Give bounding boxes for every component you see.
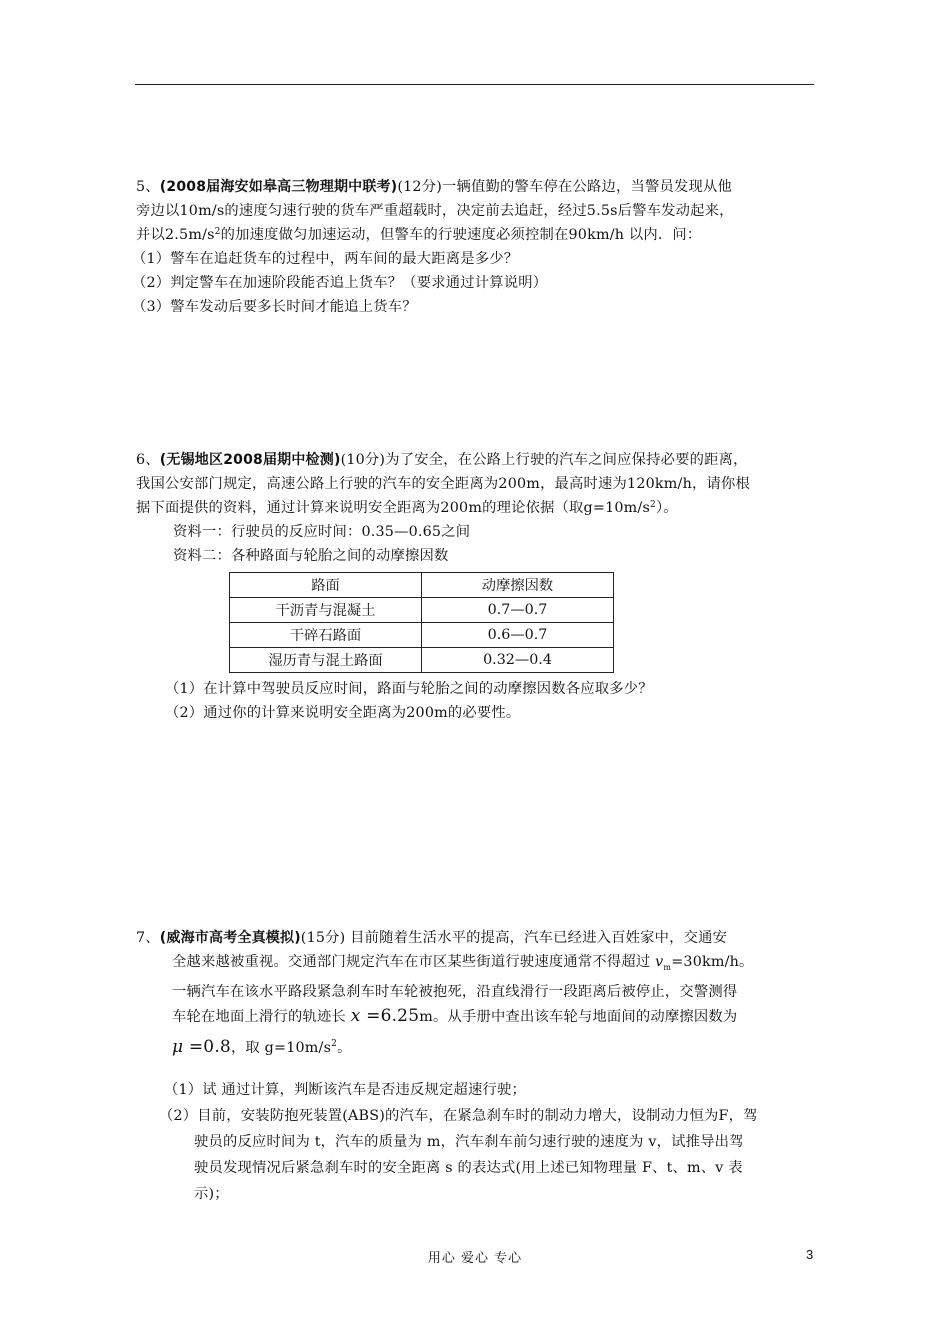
q6-sub2: （2）通过你的计算来说明安全距离为200m的必要性。 — [165, 705, 521, 721]
table-cell: 0.6—0.7 — [422, 623, 614, 648]
q7-sub2-line2: 驶员的反应时间为 t，汽车的质量为 m，汽车刹车前匀速行驶的速度为 v，试推导出驾 — [194, 1134, 744, 1150]
q6-line3: 据下面提供的资料，通过计算来说明安全距离为200m的理论依据（取$g=10m/s^2$）。 — [136, 500, 678, 516]
q6-line1: (10分)为了安全，在公路上行驶的汽车之间应保持必要的距离， — [340, 452, 748, 468]
q7-sub2-line1: （2）目前，安装防抱死装置(ABS)的汽车，在紧急刹车时的制动力增大，设制动力恒为F，驾 — [159, 1108, 758, 1124]
table-cell: 干沥青与混凝土 — [230, 598, 422, 623]
header-rule — [135, 84, 814, 85]
q6-resource-1: 资料一：行驶员的反应时间：0.35—0.65之间 — [173, 524, 471, 540]
q6-source: (无锡地区2008届期中检测) — [159, 452, 341, 468]
q5-sub1: （1）警车在追赶货车的过程中，两车间的最大距离是多少？ — [132, 251, 519, 267]
page-number: 3 — [806, 1247, 814, 1262]
table-header-row — [230, 573, 614, 598]
table-cell: 湿历青与混土路面 — [230, 648, 422, 673]
q5-line3: 并以$2.5m/s^2$的加速度做匀加速运动，但警车的行驶速度必须控制在90km/h 以内．问： — [136, 227, 702, 243]
question-6 — [136, 448, 820, 568]
q7-source: (威海市高考全真模拟) — [159, 930, 301, 946]
q5-sub2: （2）判定警车在加速阶段能否追上货车？（要求通过计算说明） — [132, 275, 548, 291]
q5-line1: (12分)一辆值勤的警车停在公路边，当警员发现从他 — [397, 179, 732, 195]
q6-line2: 我国公安部门规定，高速公路上行驶的汽车的安全距离为200m，最高时速为120km/h，请你根 — [136, 476, 750, 492]
q7-sub1: （1）试 通过计算，判断该汽车是否违反规定超速行驶； — [164, 1082, 526, 1098]
q6-sub1: （1）在计算中驾驶员反应时间，路面与轮胎之间的动摩擦因数各应取多少？ — [165, 681, 653, 697]
page-footer: 用心 爱心 专心 — [427, 1251, 523, 1266]
q7-line3: 一辆汽车在该水平路段紧急刹车时车轮被抱死，沿直线滑行一段距离后被停止，交警测得 — [172, 983, 738, 1000]
question-6-subquestions — [136, 677, 820, 725]
q7-line5: μ =0.8，取 $g=10m/s^2$。 — [172, 1036, 352, 1057]
q5-source: (2008届海安如皋高三物理期中联考) — [159, 179, 398, 195]
q6-number: 6、 — [136, 452, 160, 468]
q7-sub2-line3: 驶员发现情况后紧急刹车时的安全距离 s 的表达式(用上述已知物理量 F、t、m、v 表 — [194, 1160, 743, 1176]
table-cell: 0.7—0.7 — [422, 598, 614, 623]
q7-line4: 车轮在地面上滑行的轨迹长 x =6.25m。从手册中查出该车轮与地面间的动摩擦因数为 — [172, 1005, 738, 1026]
q5-number: 5、 — [136, 179, 160, 195]
question-7-subquestions — [136, 1077, 820, 1207]
q7-line1: (15分) 目前随着生活水平的提高，汽车已经进入百姓家中，交通安 — [300, 930, 728, 946]
table-header-cell: 动摩擦因数 — [422, 573, 614, 598]
table-row — [230, 623, 614, 648]
q7-sub2-line4: 示)； — [194, 1186, 229, 1202]
q6-resource-2: 资料二：各种路面与轮胎之间的动摩擦因数 — [173, 548, 449, 564]
table-cell: 0.32—0.4 — [422, 648, 614, 673]
q7-line2: 全越来越被重视。交通部门规定汽车在市区某些街道行驶速度通常不得超过 $v_m=30km/h$。 — [172, 954, 754, 972]
q5-sub3: （3）警车发动后要多长时间才能追上货车？ — [132, 299, 417, 315]
question-5 — [132, 175, 820, 319]
table-row — [230, 648, 614, 673]
table-header-cell: 路面 — [230, 573, 422, 598]
friction-table — [229, 572, 614, 673]
q5-line2: 旁边以10m/s的速度匀速行驶的货车严重超载时，决定前去追赶，经过5.5s后警车发动起来， — [136, 203, 734, 219]
table-row — [230, 598, 614, 623]
question-7 — [136, 926, 820, 1060]
table-cell: 干碎石路面 — [230, 623, 422, 648]
q7-number: 7、 — [136, 930, 160, 946]
